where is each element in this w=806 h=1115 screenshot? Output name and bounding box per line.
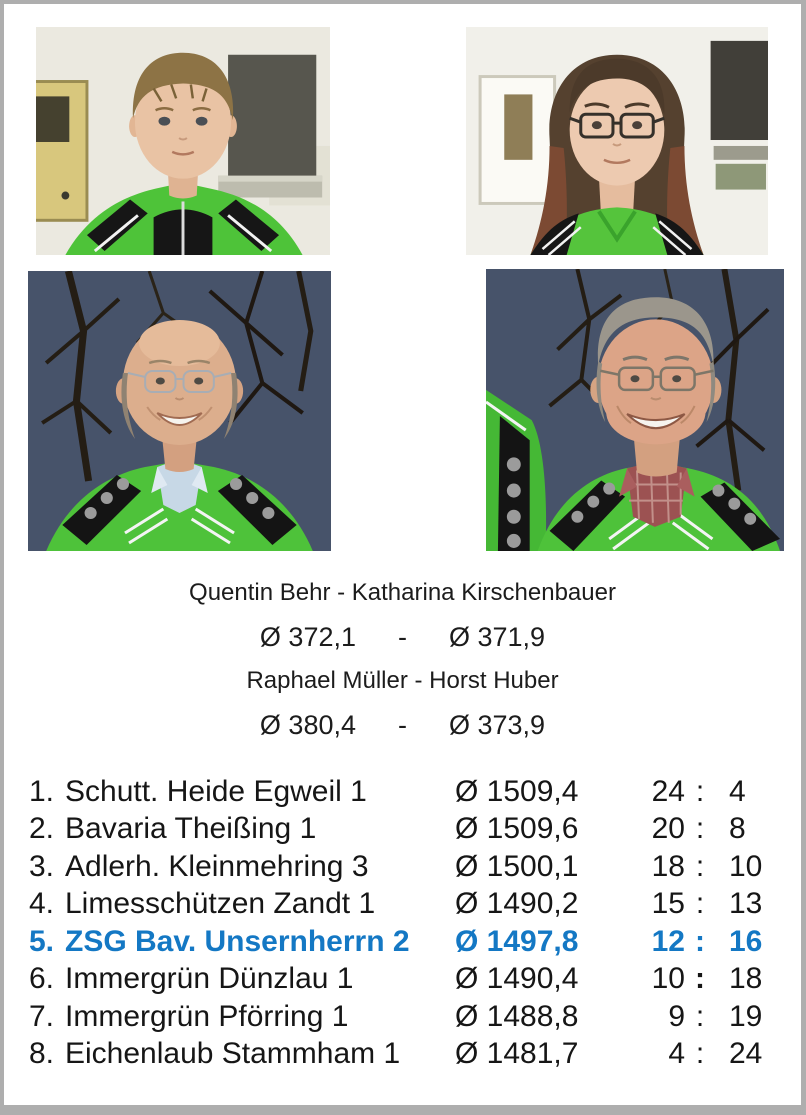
rank: 5. [29, 924, 55, 958]
rank: 3. [29, 849, 55, 883]
score-colon: : [695, 849, 705, 883]
rank: 2. [29, 812, 55, 846]
score-for: 9 [668, 999, 685, 1033]
team-average: Ø 1497,8 [455, 924, 579, 958]
score-for: 10 [651, 962, 685, 996]
standings-table [27, 773, 785, 1073]
table-row-6 [27, 961, 785, 999]
team-average: Ø 1509,4 [455, 774, 579, 808]
score-colon: : [695, 1037, 705, 1071]
score-for: 20 [651, 812, 685, 846]
rank: 6. [29, 962, 55, 996]
team-average: Ø 1490,2 [455, 887, 579, 921]
team-average: Ø 1500,1 [455, 849, 579, 883]
score-for: 15 [651, 887, 685, 921]
score-colon: : [695, 962, 705, 996]
score-against: 24 [729, 1037, 763, 1071]
rank: 7. [29, 999, 55, 1033]
rank: 4. [29, 887, 55, 921]
team-name: Immergrün Pförring 1 [65, 999, 349, 1033]
average-left-2: Ø 380,4 [259, 710, 356, 740]
rank: 1. [29, 774, 55, 808]
average-separator-1: - [398, 622, 407, 652]
bald-man-portrait-illustration [28, 271, 331, 551]
photo-katharina-kirschenbauer [466, 27, 768, 255]
pairing-averages-2 [4, 703, 801, 747]
score-colon: : [695, 999, 705, 1033]
table-row-8 [27, 1036, 785, 1074]
average-right-1: Ø 371,9 [449, 622, 546, 652]
table-row-2 [27, 811, 785, 849]
team-name: Eichenlaub Stammham 1 [65, 1037, 401, 1071]
team-average: Ø 1488,8 [455, 999, 579, 1033]
score-against: 8 [729, 812, 746, 846]
score-against: 4 [729, 774, 746, 808]
team-average: Ø 1481,7 [455, 1037, 579, 1071]
score-colon: : [695, 812, 705, 846]
pairing-averages-1 [4, 615, 801, 659]
average-separator-2: - [398, 710, 407, 740]
pairing-names-2: Raphael Müller - Horst Huber [246, 667, 559, 694]
team-name: Immergrün Dünzlau 1 [65, 962, 354, 996]
photo-quentin-behr [36, 27, 330, 255]
score-colon: : [695, 924, 705, 958]
score-for: 24 [651, 774, 685, 808]
average-left-1: Ø 372,1 [259, 622, 356, 652]
pairings-block [4, 571, 801, 747]
team-average: Ø 1509,6 [455, 812, 579, 846]
score-for: 12 [651, 924, 685, 958]
photo-horst-huber [486, 269, 784, 551]
team-name: Adlerh. Kleinmehring 3 [65, 849, 369, 883]
gray-haired-man-portrait-illustration [486, 269, 784, 551]
score-against: 18 [729, 962, 763, 996]
table-row-3 [27, 848, 785, 886]
boy-portrait-illustration [36, 27, 330, 255]
score-against: 16 [729, 924, 763, 958]
photo-raphael-mueller [28, 271, 331, 551]
table-row-5-highlighted [27, 923, 785, 961]
team-name: ZSG Bav. Unsernherrn 2 [65, 924, 410, 958]
rank: 8. [29, 1037, 55, 1071]
score-against: 10 [729, 849, 763, 883]
table-row-4 [27, 886, 785, 924]
pairing-names-1: Quentin Behr - Katharina Kirschenbauer [189, 579, 616, 606]
table-row-7 [27, 998, 785, 1036]
score-colon: : [695, 774, 705, 808]
score-for: 4 [668, 1037, 685, 1071]
average-right-2: Ø 373,9 [449, 710, 546, 740]
team-average: Ø 1490,4 [455, 962, 579, 996]
score-for: 18 [651, 849, 685, 883]
team-name: Schutt. Heide Egweil 1 [65, 774, 367, 808]
score-colon: : [695, 887, 705, 921]
team-name: Bavaria Theißing 1 [65, 812, 317, 846]
score-against: 19 [729, 999, 763, 1033]
girl-portrait-illustration [466, 27, 768, 255]
table-row-1 [27, 773, 785, 811]
team-name: Limesschützen Zandt 1 [65, 887, 376, 921]
score-against: 13 [729, 887, 763, 921]
